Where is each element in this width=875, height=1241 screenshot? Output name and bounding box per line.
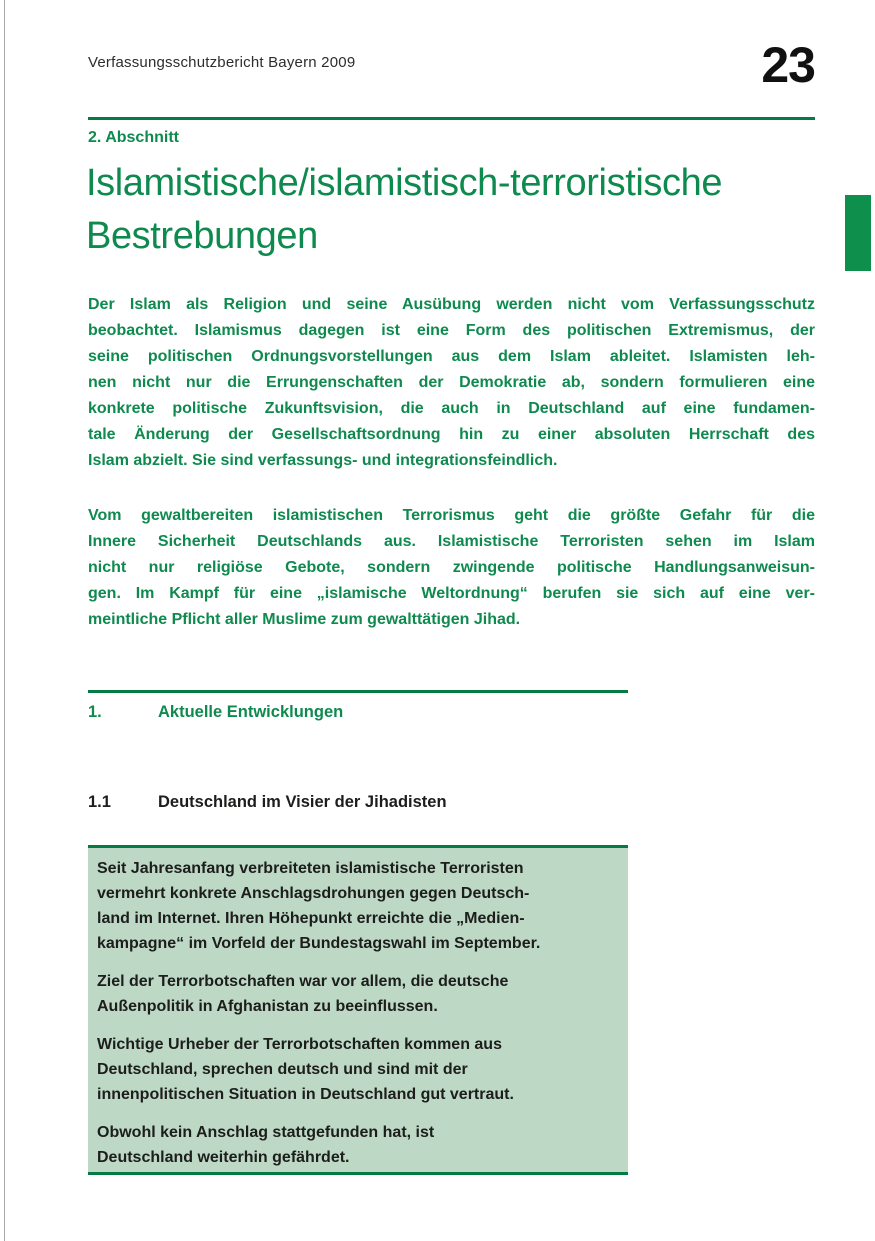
report-header-title: Verfassungsschutzbericht Bayern 2009 <box>88 54 356 71</box>
text-line: Der Islam als Religion und seine Ausübung werden nicht vom Verfassungsschutz <box>88 296 815 313</box>
page-number: 23 <box>761 37 815 93</box>
page-edge-line <box>4 0 5 1241</box>
text-line: innenpolitischen Situation in Deutschland gut vertraut. <box>97 1086 514 1103</box>
text-line: Wichtige Urheber der Terrorbotschaften kommen aus <box>97 1036 502 1053</box>
box-paragraph-2 <box>97 969 618 1019</box>
text-line: nen nicht nur die Errungenschaften der Demokratie ab, sondern formulieren eine <box>88 374 815 391</box>
chapter-thumb-tab <box>845 195 871 271</box>
text-line: beobachtet. Islamismus dagegen ist eine Form des politischen Extremismus, der <box>88 322 815 339</box>
section-kicker: 2. Abschnitt <box>88 129 179 146</box>
text-line: Islam abzielt. Sie sind verfassungs- und integrationsfeindlich. <box>88 452 558 469</box>
text-line: konkrete politische Zukunftsvision, die auch in Deutschland auf eine fundamen- <box>88 400 815 417</box>
text-line: Deutschland weiterhin gefährdet. <box>97 1149 350 1166</box>
text-line: vermehrt konkrete Anschlagsdrohungen gegen Deutsch- <box>97 885 530 902</box>
box-paragraph-4 <box>97 1120 618 1170</box>
document-title-line-1: Islamistische/islamistisch-terroristische <box>86 162 723 204</box>
header-divider-rule <box>88 117 815 120</box>
subsection-title: Aktuelle Entwicklungen <box>158 703 344 721</box>
subsection-number: 1. <box>88 703 102 721</box>
text-line: Außenpolitik in Afghanistan zu beeinflussen. <box>97 998 438 1015</box>
box-paragraph-1 <box>97 856 618 956</box>
text-line: Seit Jahresanfang verbreiteten islamistische Terroristen <box>97 860 524 877</box>
text-line: nicht nur religiöse Gebote, sondern zwingende politische Handlungsanweisun- <box>88 559 815 576</box>
text-line: Deutschland, sprechen deutsch und sind mit der <box>97 1061 468 1078</box>
text-line: land im Internet. Ihren Höhepunkt erreichte die „Medien- <box>97 910 525 927</box>
text-line: meintliche Pflicht aller Muslime zum gewalttätigen Jihad. <box>88 611 521 628</box>
text-line: Ziel der Terrorbotschaften war vor allem, die deutsche <box>97 973 509 990</box>
text-line: Obwohl kein Anschlag stattgefunden hat, ist <box>97 1124 435 1141</box>
text-line: tale Änderung der Gesellschaftsordnung hin zu einer absoluten Herrschaft des <box>88 426 815 443</box>
text-line: kampagne“ im Vorfeld der Bundestagswahl im September. <box>97 935 541 952</box>
highlight-summary-box <box>88 845 628 1175</box>
text-line: Innere Sicherheit Deutschlands aus. Islamistische Terroristen sehen im Islam <box>88 533 815 550</box>
text-line: seine politischen Ordnungsvorstellungen aus dem Islam ableitet. Islamisten leh- <box>88 348 815 365</box>
document-title <box>86 157 846 263</box>
intro-paragraph-1 <box>88 292 815 474</box>
document-title-line-2: Bestrebungen <box>86 215 318 257</box>
text-line: Vom gewaltbereiten islamistischen Terrorismus geht die größte Gefahr für die <box>88 507 815 524</box>
text-line: gen. Im Kampf für eine „islamische Weltordnung“ berufen sie sich auf eine ver- <box>88 585 815 602</box>
subsection-title: Deutschland im Visier der Jihadisten <box>158 793 447 811</box>
subsection-number: 1.1 <box>88 793 111 811</box>
subsection-divider-rule <box>88 690 628 693</box>
box-paragraph-3 <box>97 1032 618 1107</box>
intro-paragraph-2 <box>88 503 815 633</box>
